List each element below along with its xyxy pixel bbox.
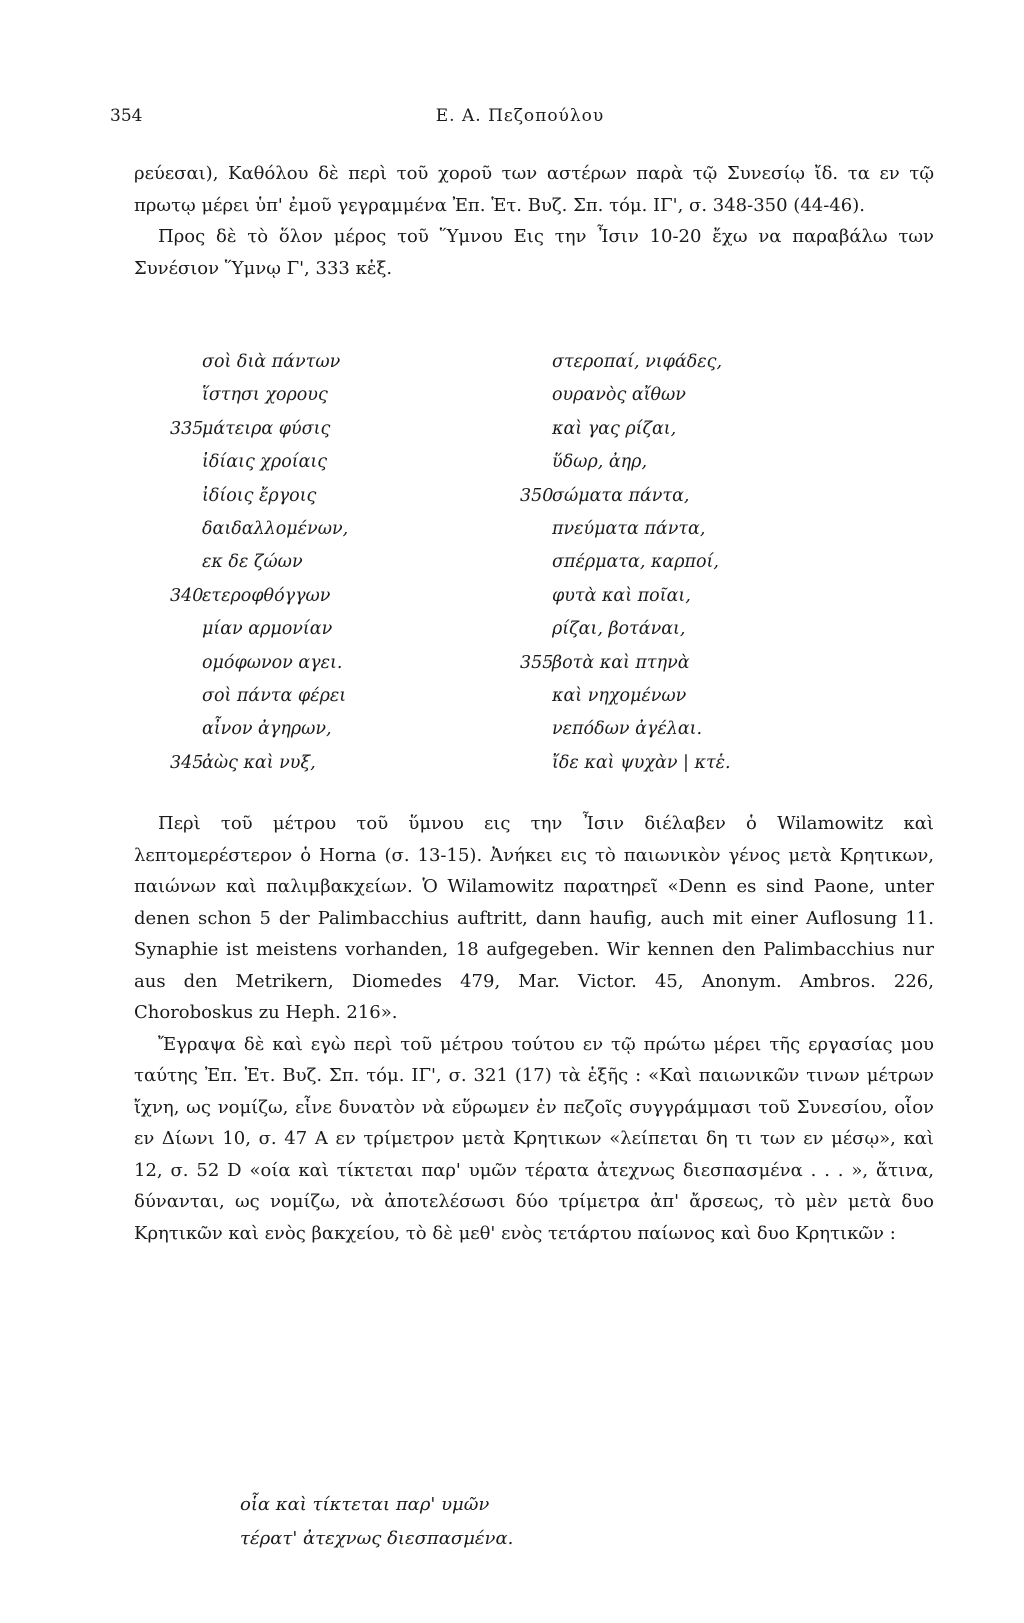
verse-line [520, 480, 900, 513]
verse-line [170, 480, 530, 513]
verse-line [520, 379, 900, 412]
verse-line [170, 580, 530, 613]
intro-paragraph-1: ρεύεσαι), Καθόλου δὲ περὶ τοῦ χοροῦ των αστέρων παρὰ τῷ Συνεσίῳ ἴδ. τα εν τῷ πρωτῳ μέρει ὑπ' ἐμοῦ γεγραμμένα Ἐπ. Ἑτ. Βυζ. Σπ. τόμ. ΙΓ', σ. 348-350 (44-46). [134, 163, 934, 216]
verse-line [170, 647, 530, 680]
verse-line [170, 413, 530, 446]
line-number: 350 [520, 485, 554, 506]
verse-text: σώματα πάντα, [552, 485, 690, 506]
verse-text: εκ δε ζώων [202, 552, 303, 573]
verse-text: μάτειρα φύσις [202, 418, 331, 439]
verse-text: βοτὰ καὶ πτηνὰ [552, 652, 690, 673]
verse-line [170, 346, 530, 379]
intro-text [134, 158, 934, 284]
verse-text: ὕδωρ, ἀηρ, [552, 452, 648, 473]
verse-line [520, 647, 900, 680]
verse-text: ἰδίοις ἔργοις [202, 485, 317, 506]
main-text [134, 808, 934, 1249]
verse-line [520, 413, 900, 446]
verse-line [170, 680, 530, 713]
verse-text: πνεύματα πάντα, [552, 518, 706, 539]
verse-text: σοὶ διὰ πάντων [202, 352, 341, 372]
running-title: Ε. Α. Πεζοπούλου [435, 106, 605, 126]
verse-line [520, 546, 900, 579]
verse-text: αἶνον ἀγηρων, [202, 719, 332, 740]
verse-text: σοὶ πάντα φέρει [202, 685, 347, 706]
verse-text: σπέρματα, καρποί, [552, 552, 719, 573]
verse-line [170, 713, 530, 746]
verse-text: στεροπαί, νιφάδες, [552, 352, 723, 372]
verse-text: καὶ γας ρίζαι, [552, 418, 677, 439]
verse-text: φυτὰ καὶ ποῖαι, [552, 585, 691, 606]
verse-text: καὶ νηχομένων [552, 685, 687, 706]
line-number: 355 [520, 652, 554, 673]
final-verse-line-2: τέρατ' ἀτεχνως διεσπασμένα. [240, 1528, 514, 1549]
verse-text: ουρανὸς αἴθων [552, 385, 686, 406]
verse-line [170, 513, 530, 546]
verse-line [170, 379, 530, 412]
verse-line [520, 680, 900, 713]
intro-paragraph-2: Προς δὲ τὸ ὅλον μέρος τοῦ Ὕμνου Εις την Ἶσιν 10-20 ἔχω να παραβάλω των Συνέσιον Ὕμνῳ Γ', 333 κἑξ. [134, 226, 934, 279]
line-number: 345 [170, 752, 204, 773]
verse-line [520, 513, 900, 546]
verse-text: νεπόδων ἀγέλαι. [552, 719, 703, 740]
running-header [110, 106, 930, 136]
page-number: 354 [110, 106, 143, 126]
verse-text: μίαν αρμονίαν [202, 619, 333, 640]
author-note-paragraph: Ἔγραψα δὲ καὶ εγὼ περὶ τοῦ μέτρου τούτου εν τῷ πρώτω μέρει τῆς εργασίας μου ταύτης Ἐπ. Ἑτ. Βυζ. Σπ. τόμ. ΙΓ', σ. 321 (17) τὰ ἑξῆς : «Καὶ παιωνικῶν τινων μέτρων ἴχνη, ως νομίζω, εἶνε δυνατὸν νὰ εὕρωμεν ἐν πεζοῖς συγγράμμασι τοῦ Συνεσίου, οἷον εν Δίωνι 10, σ. 47 Α εν τρίμετρον μετὰ Κρητικων «λείπεται δη τι των εν μέσῳ», καὶ 12, σ. 52 D «οία καὶ τίκτεται παρ' υμῶν τέρατα ἀτεχνως διεσπασμένα . . . », ἅτινα, δύνανται, ως νομίζω, νὰ ἀποτελέσωσι δύο τρίμετρα ἀπ' ἄρσεως, τὸ μὲν μετὰ δυο Κρητικῶν καὶ ενὸς βακχείου, τὸ δὲ μεθ' ενὸς τετάρτου παίωνος καὶ δυο Κρητικῶν : [134, 1033, 934, 1244]
verse-text: δαιδαλλομένων, [202, 518, 349, 539]
line-number: 340 [170, 585, 204, 606]
verse-line [520, 580, 900, 613]
verse-line [520, 446, 900, 479]
verse-text: ἵστησι χορους [202, 385, 328, 406]
line-number: 335 [170, 418, 204, 439]
meter-paragraph: Περὶ τοῦ μέτρου τοῦ ὕμνου εις την Ἶσιν διέλαβεν ὁ Wilamowitz καὶ λεπτομερέστερον ὁ Horna (σ. 13-15). Ἀνήκει εις τὸ παιωνικὸν γένος μετὰ Κρητικων, παιώνων καὶ παλιμβακχείων. Ὁ Wilamowitz παρατηρεῖ «Denn es sind Paone, unter denen schon 5 der Palimbacchius auftritt, dann haufig, auch mit einer Auflosung 11. Synaphie ist meistens vorhanden, 18 aufgegeben. Wir kennen den Palimbacchius nur aus den Metrikern, Diomedes 479, Mar. Victor. 45, Anonym. Ambros. 226, Choroboskus zu Heph. 216». [134, 813, 934, 1023]
final-verse [240, 1488, 513, 1556]
verse-line [520, 747, 900, 780]
verse-line [520, 613, 900, 646]
verse-column-left [170, 346, 530, 780]
verse-text: ἀὼς καὶ νυξ, [202, 752, 316, 773]
verse-line [170, 613, 530, 646]
verse-line [520, 713, 900, 746]
verse-text: ομόφωνον αγει. [202, 652, 343, 673]
verse-line [170, 747, 530, 780]
verse-text: ἰδίαις χροίαις [202, 452, 328, 473]
verse-line [170, 446, 530, 479]
verse-column-right [520, 346, 900, 780]
verse-line [170, 546, 530, 579]
verse-line [520, 346, 900, 379]
final-verse-line-1: οἷα καὶ τίκτεται παρ' υμῶν [240, 1494, 490, 1515]
verse-text: ετεροφθόγγων [202, 585, 331, 606]
verse-text: ἴδε καὶ ψυχὰν | κτἑ. [552, 752, 731, 773]
verse-text: ρίζαι, βοτάναι, [552, 619, 686, 640]
